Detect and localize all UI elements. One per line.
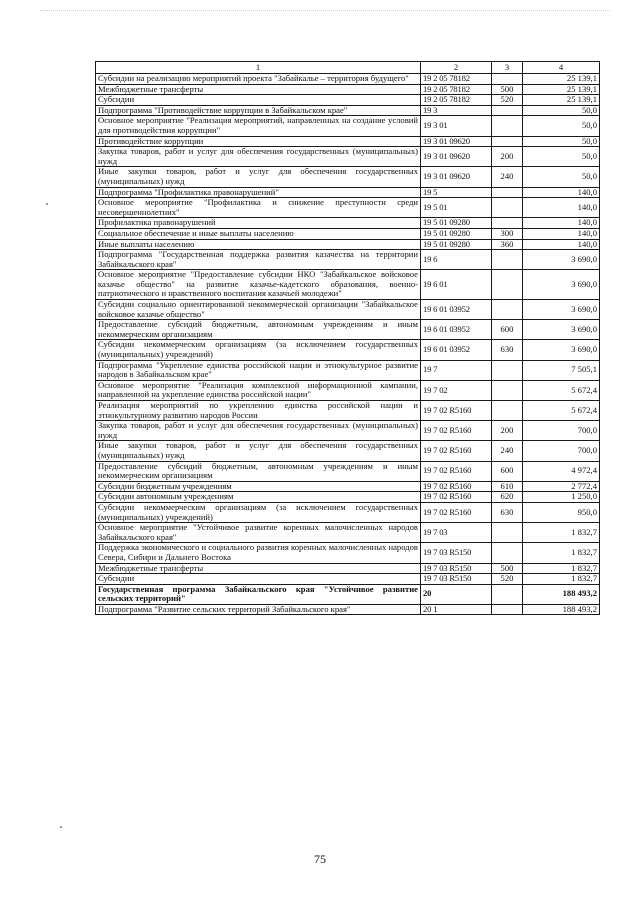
cell-name: Предоставление субсидий бюджетным, автономным учреждениям и иным некоммерческим организациям (96, 320, 421, 340)
cell-expense-type: 200 (492, 421, 523, 441)
cell-expense-type (492, 380, 523, 400)
cell-code: 19 7 02 (421, 380, 492, 400)
table-row (96, 320, 600, 340)
cell-amount: 1 250,0 (523, 492, 600, 503)
cell-expense-type (492, 74, 523, 85)
header-col-amount: 4 (523, 62, 600, 74)
table-row (96, 574, 600, 585)
cell-name: Противодействие коррупции (96, 136, 421, 147)
cell-name: Предоставление субсидий бюджетным, автономным учреждениям и иным некоммерческим организациям (96, 461, 421, 481)
cell-code: 20 1 (421, 604, 492, 615)
cell-expense-type (492, 300, 523, 320)
cell-expense-type (492, 116, 523, 136)
cell-expense-type: 200 (492, 147, 523, 167)
cell-amount: 25 139,1 (523, 95, 600, 106)
cell-expense-type: 240 (492, 167, 523, 187)
header-col-expense-type: 3 (492, 62, 523, 74)
cell-code: 19 7 02 R5160 (421, 502, 492, 522)
cell-expense-type (492, 105, 523, 116)
cell-amount: 1 832,7 (523, 543, 600, 563)
table-row (96, 604, 600, 615)
cell-code: 19 7 03 R5150 (421, 574, 492, 585)
cell-code: 19 5 01 09280 (421, 218, 492, 229)
cell-expense-type (492, 523, 523, 543)
cell-amount: 1 832,7 (523, 563, 600, 574)
table-row (96, 481, 600, 492)
cell-amount: 50,0 (523, 147, 600, 167)
cell-code: 19 5 (421, 187, 492, 198)
cell-amount: 188 493,2 (523, 604, 600, 615)
cell-name: Иные выплаты населению (96, 239, 421, 250)
cell-code: 19 2 05 78182 (421, 95, 492, 106)
cell-amount: 700,0 (523, 421, 600, 441)
cell-code: 19 5 01 09280 (421, 228, 492, 239)
cell-code: 19 3 (421, 105, 492, 116)
cell-code: 19 2 05 78182 (421, 84, 492, 95)
cell-name: Субсидии некоммерческим организациям (за исключением государственных (муниципальных) учреждений) (96, 340, 421, 360)
cell-amount: 140,0 (523, 239, 600, 250)
cell-name: Профилактика правонарушений (96, 218, 421, 229)
cell-amount: 25 139,1 (523, 74, 600, 85)
cell-name: Межбюджетные трансферты (96, 563, 421, 574)
cell-name: Подпрограмма "Укрепление единства российской нации и этнокультурное развитие народов в Забайкальском крае" (96, 360, 421, 380)
cell-expense-type: 600 (492, 461, 523, 481)
table-row (96, 441, 600, 461)
cell-amount: 140,0 (523, 218, 600, 229)
cell-code: 19 7 02 R5160 (421, 421, 492, 441)
cell-amount: 25 139,1 (523, 84, 600, 95)
table-row (96, 228, 600, 239)
cell-expense-type (492, 218, 523, 229)
table-row (96, 300, 600, 320)
cell-amount: 3 690,0 (523, 250, 600, 270)
cell-name: Межбюджетные трансферты (96, 84, 421, 95)
cell-name: Закупка товаров, работ и услуг для обеспечения государственных (муниципальных) нужд (96, 421, 421, 441)
table-row (96, 584, 600, 604)
cell-name: Субсидии на реализацию мероприятий проекта "Забайкалье – территория будущего" (96, 74, 421, 85)
cell-name: Субсидии (96, 574, 421, 585)
cell-expense-type: 610 (492, 481, 523, 492)
cell-name: Субсидии автономным учреждениям (96, 492, 421, 503)
cell-name: Иные закупки товаров, работ и услуг для обеспечения государственных (муниципальных) нужд (96, 167, 421, 187)
cell-expense-type: 500 (492, 563, 523, 574)
cell-name: Подпрограмма "Государственная поддержка развития казачества на территории Забайкальского края" (96, 250, 421, 270)
cell-name: Субсидии некоммерческим организациям (за исключением государственных (муниципальных) учреждений) (96, 502, 421, 522)
cell-amount: 3 690,0 (523, 340, 600, 360)
cell-amount: 2 772,4 (523, 481, 600, 492)
cell-name: Субсидии социально ориентированной некоммерческой организации "Забайкальское войсковое казачье общество" (96, 300, 421, 320)
cell-amount: 3 690,0 (523, 320, 600, 340)
cell-code: 19 7 03 R5150 (421, 543, 492, 563)
cell-expense-type: 520 (492, 95, 523, 106)
cell-amount: 5 672,4 (523, 380, 600, 400)
cell-name: Иные закупки товаров, работ и услуг для обеспечения государственных (муниципальных) нужд (96, 441, 421, 461)
cell-name: Субсидии (96, 95, 421, 106)
cell-name: Поддержка экономического и социального развития коренных малочисленных народов Севера, Сибири и Дальнего Востока (96, 543, 421, 563)
table-row (96, 502, 600, 522)
cell-expense-type (492, 401, 523, 421)
cell-code: 19 7 02 R5160 (421, 441, 492, 461)
cell-expense-type (492, 187, 523, 198)
cell-expense-type (492, 604, 523, 615)
cell-code: 19 7 02 R5160 (421, 481, 492, 492)
cell-name: Субсидии бюджетным учреждениям (96, 481, 421, 492)
cell-expense-type: 600 (492, 320, 523, 340)
cell-name: Основное мероприятие "Реализация комплексной информационной кампании, направленной на укрепление единства российской нации" (96, 380, 421, 400)
cell-code: 19 5 01 09280 (421, 239, 492, 250)
cell-code: 19 7 (421, 360, 492, 380)
cell-expense-type (492, 543, 523, 563)
cell-code: 19 6 01 (421, 270, 492, 300)
cell-code: 19 3 01 09620 (421, 136, 492, 147)
cell-name: Реализация мероприятий по укреплению единства российской нации и этнокультурному развитию народов России (96, 401, 421, 421)
cell-amount: 3 690,0 (523, 270, 600, 300)
cell-amount: 950,0 (523, 502, 600, 522)
cell-amount: 50,0 (523, 136, 600, 147)
table-header (96, 62, 600, 74)
cell-code: 19 3 01 09620 (421, 167, 492, 187)
header-col-code: 2 (421, 62, 492, 74)
cell-amount: 5 672,4 (523, 401, 600, 421)
table-row (96, 147, 600, 167)
cell-expense-type: 630 (492, 340, 523, 360)
cell-code: 19 6 01 03952 (421, 320, 492, 340)
cell-name: Основное мероприятие "Устойчивое развитие коренных малочисленных народов Забайкальского края" (96, 523, 421, 543)
table-row (96, 74, 600, 85)
table-row (96, 543, 600, 563)
cell-code: 19 5 01 (421, 198, 492, 218)
table-row (96, 84, 600, 95)
table-row (96, 380, 600, 400)
cell-expense-type: 620 (492, 492, 523, 503)
table-row (96, 421, 600, 441)
cell-name: Основное мероприятие "Предоставление субсидии НКО "Забайкальское войсковое казачье общество" на развитие казачье-кадетского образования, военно-патриотического и нравственного воспитания казачьей молодежи" (96, 270, 421, 300)
cell-code: 19 7 02 R5160 (421, 461, 492, 481)
table-body (96, 74, 600, 615)
cell-code: 19 3 01 09620 (421, 147, 492, 167)
cell-name: Государственная программа Забайкальского края "Устойчивое развитие сельских территорий" (96, 584, 421, 604)
cell-amount: 140,0 (523, 228, 600, 239)
cell-code: 19 7 03 (421, 523, 492, 543)
cell-code: 19 6 01 03952 (421, 340, 492, 360)
table-row (96, 136, 600, 147)
table-row (96, 95, 600, 106)
table-row (96, 563, 600, 574)
cell-name: Подпрограмма "Профилактика правонарушений" (96, 187, 421, 198)
cell-amount: 3 690,0 (523, 300, 600, 320)
cell-name: Закупка товаров, работ и услуг для обеспечения государственных (муниципальных) нужд (96, 147, 421, 167)
cell-name: Основное мероприятие "Реализация мероприятий, направленных на создание условий для противодействия коррупции" (96, 116, 421, 136)
cell-amount: 140,0 (523, 187, 600, 198)
cell-amount: 140,0 (523, 198, 600, 218)
table-row (96, 198, 600, 218)
cell-name: Основное мероприятие "Профилактика и снижение преступности среди несовершеннолетних" (96, 198, 421, 218)
cell-amount: 1 832,7 (523, 574, 600, 585)
cell-code: 19 7 03 R5150 (421, 563, 492, 574)
table-row (96, 218, 600, 229)
table-row (96, 116, 600, 136)
cell-expense-type (492, 360, 523, 380)
table-header-row (96, 62, 600, 74)
cell-expense-type: 360 (492, 239, 523, 250)
cell-expense-type (492, 198, 523, 218)
cell-expense-type (492, 270, 523, 300)
scan-speck (60, 826, 62, 828)
cell-amount: 700,0 (523, 441, 600, 461)
cell-amount: 4 972,4 (523, 461, 600, 481)
table-row (96, 270, 600, 300)
cell-code: 19 3 01 (421, 116, 492, 136)
table-row (96, 167, 600, 187)
table-row (96, 492, 600, 503)
cell-expense-type: 630 (492, 502, 523, 522)
table-row (96, 239, 600, 250)
cell-expense-type: 500 (492, 84, 523, 95)
cell-code: 19 7 02 R5160 (421, 401, 492, 421)
cell-code: 19 7 02 R5160 (421, 492, 492, 503)
cell-amount: 50,0 (523, 116, 600, 136)
cell-expense-type (492, 136, 523, 147)
table-row (96, 187, 600, 198)
table-row (96, 105, 600, 116)
cell-amount: 188 493,2 (523, 584, 600, 604)
cell-name: Подпрограмма "Противодействие коррупции в Забайкальском крае" (96, 105, 421, 116)
cell-expense-type: 240 (492, 441, 523, 461)
cell-expense-type: 520 (492, 574, 523, 585)
table-row (96, 523, 600, 543)
cell-name: Подпрограмма "Развитие сельских территорий Забайкальского края" (96, 604, 421, 615)
cell-amount: 50,0 (523, 105, 600, 116)
scan-top-edge (40, 10, 610, 11)
table-row (96, 401, 600, 421)
table-row (96, 340, 600, 360)
budget-table (95, 61, 600, 615)
cell-expense-type (492, 250, 523, 270)
scan-speck (46, 203, 48, 205)
cell-code: 19 6 01 03952 (421, 300, 492, 320)
cell-expense-type (492, 584, 523, 604)
cell-amount: 50,0 (523, 167, 600, 187)
table-row (96, 461, 600, 481)
table-row (96, 360, 600, 380)
header-col-name: 1 (96, 62, 421, 74)
page-number: 75 (314, 852, 326, 866)
cell-name: Социальное обеспечение и иные выплаты населению (96, 228, 421, 239)
cell-code: 19 6 (421, 250, 492, 270)
cell-amount: 7 505,1 (523, 360, 600, 380)
cell-expense-type: 300 (492, 228, 523, 239)
cell-code: 20 (421, 584, 492, 604)
cell-code: 19 2 05 78182 (421, 74, 492, 85)
table-row (96, 250, 600, 270)
cell-amount: 1 832,7 (523, 523, 600, 543)
